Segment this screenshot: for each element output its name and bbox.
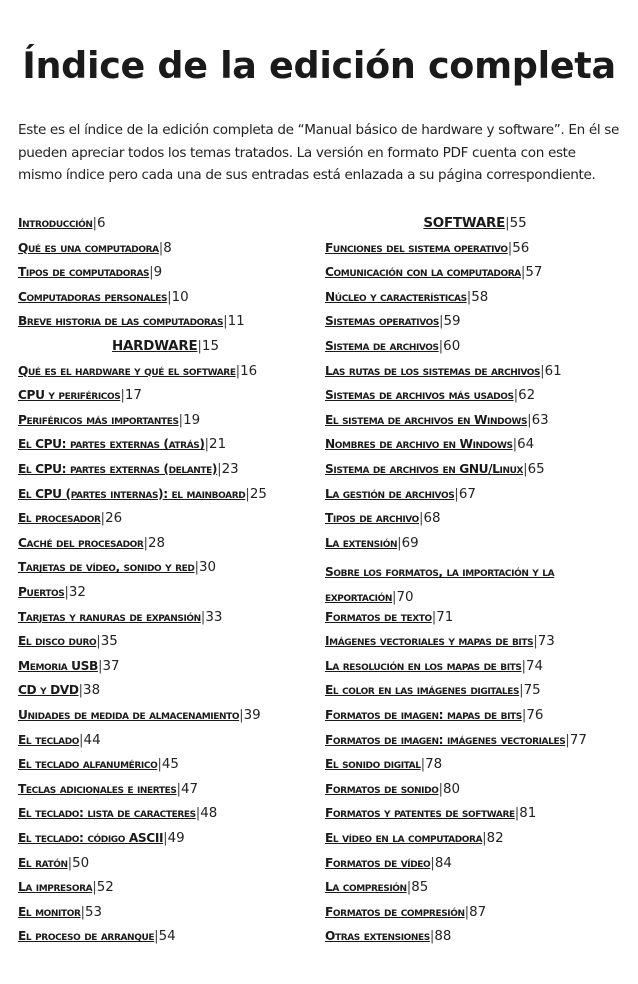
toc-entry (325, 610, 625, 625)
toc-entry (18, 241, 313, 256)
toc-entry-link[interactable]: Sobre los formatos, la importación y la exportación (325, 565, 555, 605)
toc-entry (18, 388, 313, 403)
toc-entry (325, 806, 625, 821)
toc-page-number: 80 (442, 781, 461, 797)
toc-separator: | (512, 437, 518, 453)
toc-entry-link[interactable]: El teclado: código ASCII (18, 831, 164, 845)
toc-entry-link[interactable]: El CPU: partes externas (delante) (18, 462, 218, 476)
toc-entry (325, 314, 625, 329)
toc-entry-link[interactable]: Puertos (18, 585, 65, 599)
toc-separator: | (194, 560, 199, 576)
toc-page-number: 58 (471, 289, 489, 305)
toc-page-number: 59 (443, 314, 461, 330)
toc-page-number: 19 (183, 412, 201, 428)
toc-separator: | (438, 314, 444, 330)
toc-separator: | (78, 683, 84, 699)
toc-separator: | (438, 781, 443, 797)
toc-entry (18, 733, 313, 748)
toc-entry-link[interactable]: El CPU: partes externas (atrás) (18, 437, 205, 452)
toc-entry (325, 241, 625, 256)
toc-entry (18, 314, 313, 329)
toc-entry (18, 536, 313, 551)
toc-page-number: 50 (72, 855, 90, 871)
toc-separator: | (392, 590, 397, 606)
toc-separator: | (507, 240, 513, 256)
toc-separator: | (157, 757, 162, 773)
toc-entry (18, 560, 313, 575)
toc-page-number: 56 (512, 240, 530, 256)
toc-page-number: 62 (518, 388, 536, 404)
toc-entry-link[interactable]: Formatos de texto (325, 609, 432, 624)
toc-entry (18, 290, 313, 305)
toc-entry (18, 782, 313, 797)
toc-entry-link[interactable]: El CPU (partes internas): el mainboard (18, 486, 246, 501)
toc-separator: | (454, 486, 459, 502)
toc-entry (18, 929, 313, 944)
toc-page-number: 21 (209, 437, 227, 453)
toc-separator: | (418, 511, 424, 527)
toc-entry-link[interactable]: Qué es una computadora (18, 240, 159, 255)
toc-entry-link[interactable]: El vídeo en la computadora (325, 831, 483, 845)
toc-entry (325, 683, 625, 698)
toc-entry-link[interactable]: El proceso de arranque (18, 929, 155, 944)
toc-entry-link[interactable]: El teclado alfanumérico (18, 757, 158, 772)
toc-entry (325, 536, 625, 551)
toc-separator: | (438, 339, 444, 354)
toc-page-number: 88 (434, 929, 452, 945)
toc-entry (325, 856, 625, 871)
toc-entry-link[interactable]: La resolución en los mapas de bits (325, 658, 522, 673)
toc-page-number: 9 (153, 265, 163, 281)
toc-entry (18, 364, 313, 379)
toc-separator: | (513, 388, 519, 404)
toc-page-number: 39 (243, 708, 261, 723)
toc-separator: | (235, 363, 241, 379)
toc-page-number: 85 (411, 880, 429, 896)
toc-separator: | (120, 388, 125, 404)
toc-entry (18, 905, 313, 920)
toc-entry (18, 487, 313, 502)
toc-page-number: 70 (396, 590, 414, 606)
toc-separator: | (217, 462, 222, 477)
toc-separator: | (527, 412, 532, 428)
toc-separator: | (204, 437, 210, 453)
toc-separator: | (431, 609, 437, 625)
toc-separator: | (158, 240, 164, 256)
toc-entry (325, 511, 625, 526)
toc-page-number: 65 (527, 462, 545, 477)
toc-entry (325, 437, 625, 452)
toc-separator: | (79, 732, 84, 748)
toc-entry-link[interactable]: Periféricos más importantes (18, 412, 179, 427)
toc-entry-link[interactable]: Las rutas de los sistemas de archivos (325, 363, 541, 378)
toc-separator: | (519, 683, 524, 699)
toc-separator: | (521, 658, 526, 674)
toc-entry-link[interactable]: Formatos de sonido (325, 781, 439, 796)
toc-separator: | (67, 855, 73, 871)
toc-separator: | (178, 412, 184, 428)
toc-page-number: 53 (85, 904, 103, 920)
toc-entry-link[interactable]: El teclado (18, 732, 80, 747)
toc-entry (18, 511, 313, 526)
toc-entry-link[interactable]: Formatos de compresión (325, 904, 465, 919)
toc-entry (18, 216, 313, 231)
toc-separator: | (245, 486, 250, 502)
toc-separator: | (223, 314, 228, 330)
toc-separator: | (466, 289, 472, 305)
toc-entry (18, 437, 313, 452)
toc-page-number: 17 (124, 388, 142, 404)
toc-entry (325, 462, 625, 477)
toc-page-number: 76 (526, 708, 544, 723)
toc-separator: | (505, 216, 510, 231)
toc-page-number: 44 (83, 732, 101, 748)
toc-entry-link[interactable]: Sistemas operativos (325, 314, 439, 329)
toc-separator: | (520, 265, 526, 281)
toc-separator: | (540, 363, 545, 379)
toc-separator: | (521, 708, 527, 723)
toc-separator: | (514, 806, 520, 822)
toc-separator: | (464, 904, 470, 920)
toc-page-number: 75 (523, 683, 541, 699)
toc-separator: | (200, 609, 206, 625)
toc-entry (18, 757, 313, 772)
toc-entry-link[interactable]: Tarjetas y ranuras de expansión (18, 609, 201, 624)
toc-page-number: 30 (198, 560, 217, 576)
toc-page-number: 26 (105, 511, 123, 527)
toc-entry-link[interactable]: SOFTWARE (423, 216, 506, 231)
toc-entry-link[interactable]: CD y DVD (18, 683, 79, 698)
toc-entry (325, 782, 625, 797)
toc-entry (18, 413, 313, 428)
toc-page-number: 64 (517, 437, 535, 453)
toc-page-number: 82 (486, 831, 504, 846)
toc-entry-link[interactable]: Sistemas de archivos más usados (325, 388, 514, 403)
toc-page-number: 37 (102, 658, 120, 674)
toc-entry (18, 610, 313, 625)
toc-separator: | (167, 289, 172, 305)
toc-separator: | (197, 339, 202, 354)
toc-entry (18, 880, 313, 895)
toc-page-number: 61 (544, 363, 562, 379)
toc-entry (325, 388, 625, 403)
toc-entry-link[interactable]: HARDWARE (112, 339, 198, 354)
toc-entry (325, 413, 625, 428)
toc-entry-link[interactable]: Formatos de imagen: mapas de bits (325, 708, 522, 722)
toc-entry-link[interactable]: Qué es el hardware y qué el software (18, 363, 236, 378)
toc-separator: | (163, 831, 168, 846)
toc-separator: | (397, 535, 402, 551)
toc-entry-link[interactable]: Tipos de computadoras (18, 265, 150, 280)
toc-entry-link[interactable]: La extensión (325, 535, 398, 550)
toc-entry (18, 806, 313, 821)
toc-entry-link[interactable]: Tarjetas de vídeo, sonido y red (18, 560, 195, 575)
toc-entry-link[interactable]: El monitor (18, 904, 81, 919)
toc-page-number: 84 (434, 855, 452, 871)
toc-entry (325, 659, 625, 674)
toc-page-number: 6 (97, 216, 106, 231)
page-title: Índice de la edición completa (22, 44, 616, 87)
toc-entry (325, 757, 625, 772)
toc-separator: | (143, 535, 148, 551)
toc-page-number: 10 (171, 289, 189, 305)
toc-entry-link[interactable]: Comunicación con la computadora (325, 265, 521, 280)
toc-separator: | (406, 880, 412, 896)
toc-separator: | (533, 634, 538, 650)
toc-entry (325, 634, 625, 649)
toc-page-number: 35 (100, 634, 118, 650)
toc-entry-link[interactable]: Breve historia de las computadoras (18, 314, 224, 329)
toc-separator: | (482, 831, 487, 846)
toc-entry-link[interactable]: Tipos de archivo (325, 511, 419, 526)
toc-separator: | (565, 732, 570, 748)
toc-entry (325, 929, 625, 944)
toc-page-number: 69 (401, 535, 419, 551)
toc-separator: | (154, 929, 159, 945)
toc-entry-link[interactable]: Introducción (18, 216, 93, 230)
toc-entry (18, 683, 313, 698)
toc-page-number: 23 (221, 462, 239, 477)
toc-page-number: 57 (525, 265, 543, 281)
toc-page-number: 15 (201, 339, 219, 354)
toc-entry-link[interactable]: Computadoras personales (18, 289, 168, 304)
toc-page-number: 52 (96, 880, 114, 896)
toc-entry-link[interactable]: Formatos de vídeo (325, 855, 431, 870)
toc-separator: | (239, 708, 244, 723)
toc-separator: | (176, 781, 182, 797)
toc-page-number: 67 (458, 486, 476, 502)
toc-entry (325, 339, 625, 354)
toc-page-number: 45 (161, 757, 179, 773)
toc-entry-link[interactable]: CPU y periféricos (18, 388, 121, 403)
toc-separator: | (92, 880, 97, 896)
toc-entry-link[interactable]: La impresora (18, 880, 93, 895)
toc-entry (325, 560, 625, 610)
intro-paragraph: Este es el índice de la edición completa de “Manual básico de hardware y software”. En él se pueden apreciar todos los temas tratados. La versión en formato PDF cuenta con este mismo índice pero cada una de sus entradas está enlazada a su página correspondiente. (18, 122, 619, 183)
toc-page-number: 78 (425, 757, 443, 773)
toc-page-number: 68 (423, 511, 441, 527)
toc-entry-link[interactable]: Caché del procesador (18, 535, 144, 550)
toc-entry (325, 905, 625, 920)
toc-section-heading (18, 339, 313, 354)
toc-entry (325, 880, 625, 895)
toc-entry (18, 634, 313, 649)
toc-entry (18, 462, 313, 477)
toc-entry (325, 265, 625, 280)
toc-page-number: 55 (509, 216, 527, 231)
toc-entry-link[interactable]: Sistema de archivos en GNU/Linux (325, 462, 524, 476)
toc-entry-link[interactable]: El teclado: lista de caracteres (18, 806, 196, 821)
toc-entry (325, 708, 625, 723)
toc-entry-link[interactable]: Núcleo y características (325, 289, 467, 304)
toc-page-number: 81 (519, 806, 537, 822)
toc-page-number: 74 (526, 658, 544, 674)
toc-page-number: 28 (147, 535, 166, 551)
toc-entry-link[interactable]: Funciones del sistema operativo (325, 240, 508, 255)
toc-entry-link[interactable]: Memoria USB (18, 658, 98, 673)
toc-separator: | (97, 658, 103, 674)
toc-entry (325, 733, 625, 748)
toc-entry-link[interactable]: Sistema de archivos (325, 339, 439, 353)
toc-page-number: 77 (569, 732, 587, 748)
toc-entry-link[interactable]: El procesador (18, 511, 101, 526)
toc-separator: | (64, 585, 69, 600)
toc-page-number: 38 (83, 683, 101, 699)
toc-entry-link[interactable]: Teclas adicionales e inertes (18, 781, 177, 796)
toc-page-number: 25 (249, 486, 267, 502)
toc-page-number: 49 (167, 831, 185, 846)
toc-page-number: 54 (158, 929, 176, 945)
toc-page-number: 48 (200, 806, 218, 822)
toc-separator: | (195, 806, 201, 822)
toc-entry-link[interactable]: El color en las imágenes digitales (325, 683, 520, 698)
toc-entry-link[interactable]: Otras extensiones (325, 929, 430, 944)
toc-page-number: 8 (163, 240, 172, 256)
toc-page-number: 63 (531, 412, 549, 428)
toc-entry (325, 487, 625, 502)
toc-entry (325, 831, 625, 846)
toc-page-number: 60 (443, 339, 461, 354)
toc-entry-link[interactable]: El disco duro (18, 634, 97, 649)
toc-page-number: 87 (469, 904, 487, 920)
toc-entry (18, 831, 313, 846)
toc-entry-link[interactable]: El ratón (18, 855, 68, 870)
toc-entry-link[interactable]: La compresión (325, 880, 407, 895)
toc-entry-link[interactable]: Imágenes vectoriales y mapas de bits (325, 634, 534, 649)
toc-entry (18, 856, 313, 871)
toc-entry-link[interactable]: La gestión de archivos (325, 486, 455, 501)
toc-page-number: 33 (205, 609, 223, 625)
toc-page-number: 71 (436, 609, 454, 625)
toc-entry-link[interactable]: Nombres de archivo en Windows (325, 437, 513, 452)
toc-page-number: 73 (537, 634, 555, 650)
toc-entry-link[interactable]: El sonido digital (325, 757, 421, 772)
toc-page-number: 32 (68, 585, 86, 600)
toc-entry (325, 290, 625, 305)
toc-separator: | (430, 855, 435, 871)
toc-separator: | (523, 462, 528, 477)
toc-page-number: 16 (240, 363, 258, 379)
toc-entry (18, 659, 313, 674)
toc-page-number: 47 (181, 781, 199, 797)
toc-separator: | (96, 634, 101, 650)
toc-separator: | (149, 265, 154, 281)
toc-entry-link[interactable]: Formatos de imagen: imágenes vectoriales (325, 732, 566, 747)
toc-separator: | (100, 511, 106, 527)
toc-separator: | (92, 216, 98, 231)
toc-entry (325, 364, 625, 379)
toc-separator: | (429, 929, 435, 945)
toc-entry (18, 585, 313, 600)
toc-section-heading (325, 216, 625, 231)
toc-separator: | (80, 904, 86, 920)
toc-entry-link[interactable]: El sistema de archivos en Windows (325, 412, 528, 427)
toc-entry-link[interactable]: Formatos y patentes de software (325, 806, 515, 821)
toc-entry (18, 265, 313, 280)
toc-entry (18, 708, 313, 723)
toc-separator: | (420, 757, 426, 773)
toc-entry-link[interactable]: Unidades de medida de almacenamiento (18, 708, 240, 722)
toc-page-number: 11 (227, 314, 245, 330)
